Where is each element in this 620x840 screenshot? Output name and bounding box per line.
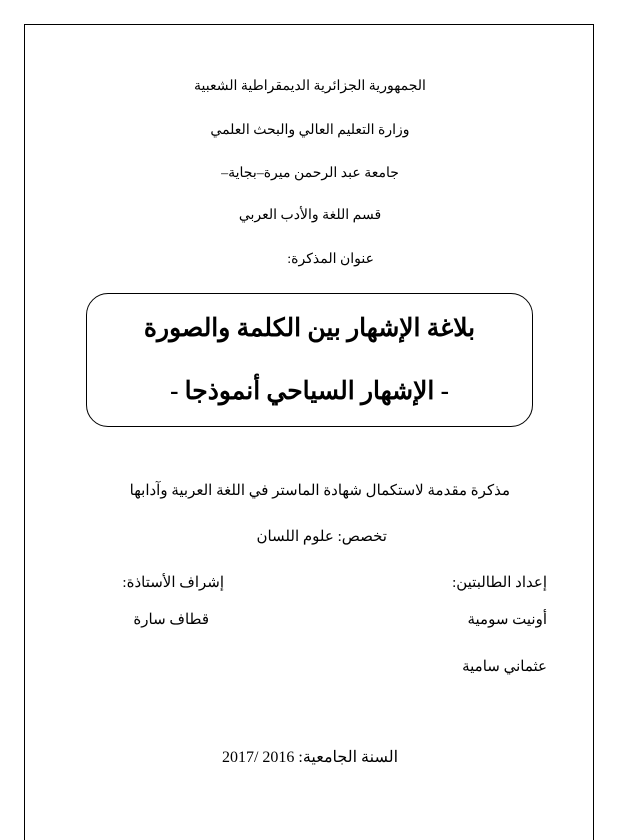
student-name: أونيت سومية [467, 612, 547, 628]
thesis-title: بلاغة الإشهار بين الكلمة والصورة [143, 315, 476, 342]
supervisor-name: قطاف سارة [133, 612, 209, 628]
academic-year: السنة الجامعية: 2016 /2017 [221, 749, 399, 766]
supervisor-label: إشراف الأستاذة: [122, 575, 224, 591]
university-name: جامعة عبد الرحمن ميرة–بجاية– [221, 166, 399, 181]
page-border [24, 24, 594, 840]
ministry-name: وزارة التعليم العالي والبحث العلمي [210, 123, 410, 138]
student-name: عثماني سامية [462, 659, 547, 675]
republic-name: الجمهورية الجزائرية الديمقراطية الشعبية [194, 79, 426, 94]
thesis-title-label: عنوان المذكرة: [287, 252, 374, 267]
thesis-purpose: مذكرة مقدمة لاستكمال شهادة الماستر في اللغة العربية وآدابها [129, 483, 510, 499]
thesis-subtitle: - الإشهار السياحي أنموذجا - [170, 378, 449, 405]
students-label: إعداد الطالبتين: [452, 575, 547, 591]
thesis-specialty: تخصص: علوم اللسان [256, 529, 387, 545]
department-name: قسم اللغة والأدب العربي [238, 208, 382, 223]
